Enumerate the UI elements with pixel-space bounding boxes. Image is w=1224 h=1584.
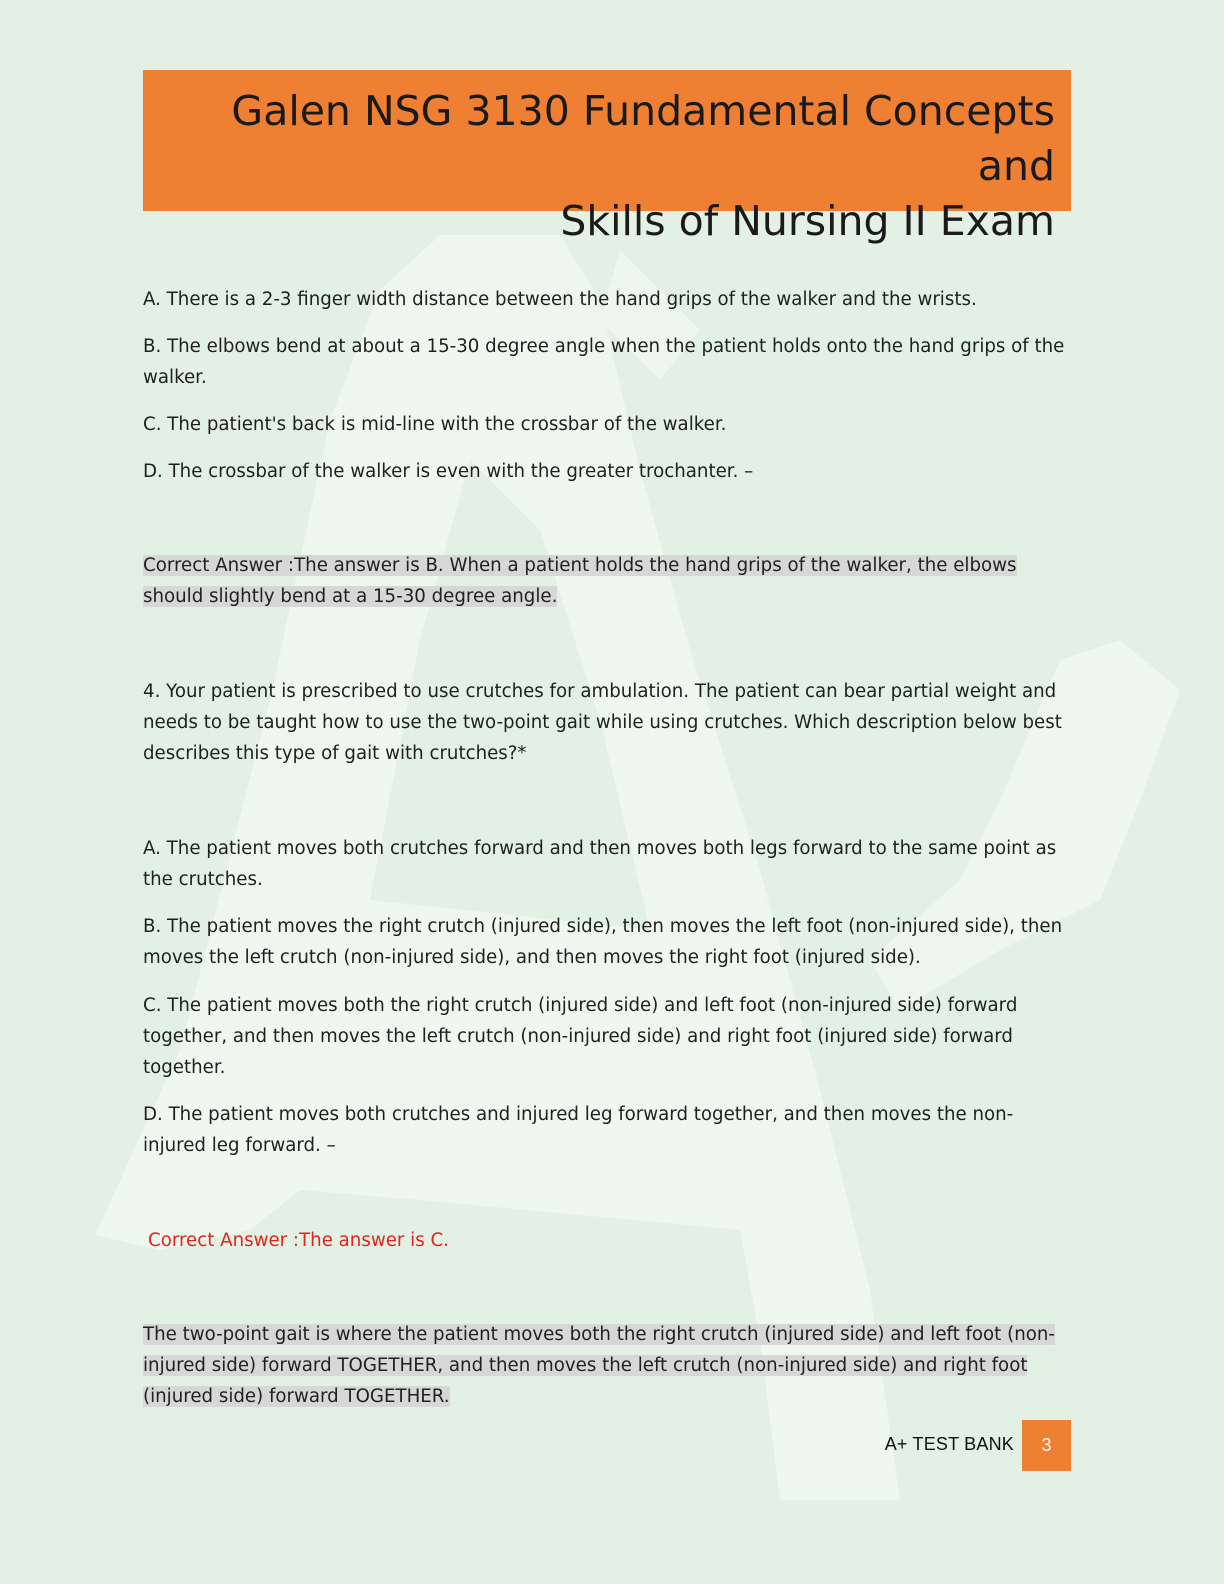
option-text: A. The patient moves both crutches forward and then moves both legs forward to the same point as the crutches. bbox=[143, 838, 1057, 890]
option-text: D. The patient moves both crutches and injured leg forward together, and then moves the non-injured leg forward. – bbox=[143, 1104, 1014, 1156]
q4-question bbox=[143, 676, 1073, 769]
page-title bbox=[143, 84, 1055, 249]
q4-correct-answer bbox=[148, 1225, 1078, 1256]
q4-explanation bbox=[143, 1319, 1073, 1412]
q4-option-c bbox=[143, 990, 1073, 1083]
q4-option-a bbox=[143, 833, 1073, 895]
option-text: C. The patient's back is mid-line with the crossbar of the walker. bbox=[143, 414, 727, 435]
option-text: B. The patient moves the right crutch (injured side), then moves the left foot (non-injured side), then moves the left crutch (non-injured side), and then moves the right foot (injured side). bbox=[143, 916, 1063, 968]
q4-option-d bbox=[143, 1099, 1073, 1161]
page-footer bbox=[0, 1420, 1224, 1472]
answer-highlight: Correct Answer :The answer is B. When a patient holds the hand grips of the walker, the elbows should slightly bend at a 15-30 degree angle. bbox=[143, 555, 1017, 607]
q3-option-b bbox=[143, 331, 1073, 393]
title-line-2: Skills of Nursing II Exam bbox=[560, 197, 1055, 245]
q3-option-c bbox=[143, 409, 1073, 440]
option-text: A. There is a 2-3 finger width distance between the hand grips of the walker and the wrists. bbox=[143, 289, 977, 310]
option-text: C. The patient moves both the right crutch (injured side) and left foot (non-injured side) forward together, and then moves the left crutch (non-injured side) and right foot (injured side) forward together. bbox=[143, 995, 1018, 1078]
page-number: 3 bbox=[1022, 1420, 1071, 1471]
q3-correct-answer bbox=[143, 550, 1073, 612]
explanation-highlight: The two-point gait is where the patient moves both the right crutch (injured side) and left foot (non-injured side) forward TOGETHER, and then moves the left crutch (non-injured side) and right foot (injured side) forward TOGETHER. bbox=[143, 1324, 1055, 1407]
q3-option-d bbox=[143, 456, 1073, 487]
option-text: B. The elbows bend at about a 15-30 degree angle when the patient holds onto the hand grips of the walker. bbox=[143, 336, 1065, 388]
title-line-1: Galen NSG 3130 Fundamental Concepts and bbox=[231, 87, 1055, 190]
q4-option-b bbox=[143, 911, 1073, 973]
q3-option-a bbox=[143, 284, 1073, 315]
option-text: D. The crossbar of the walker is even with the greater trochanter. – bbox=[143, 461, 754, 482]
answer-text: Correct Answer :The answer is C. bbox=[148, 1230, 449, 1251]
title-banner bbox=[143, 70, 1071, 245]
footer-label: A+ TEST BANK bbox=[884, 1434, 1014, 1454]
question-text: 4. Your patient is prescribed to use crutches for ambulation. The patient can bear partial weight and needs to be taught how to use the two-point gait while using crutches. Which description below best describes this type of gait with crutches?* bbox=[143, 681, 1062, 764]
